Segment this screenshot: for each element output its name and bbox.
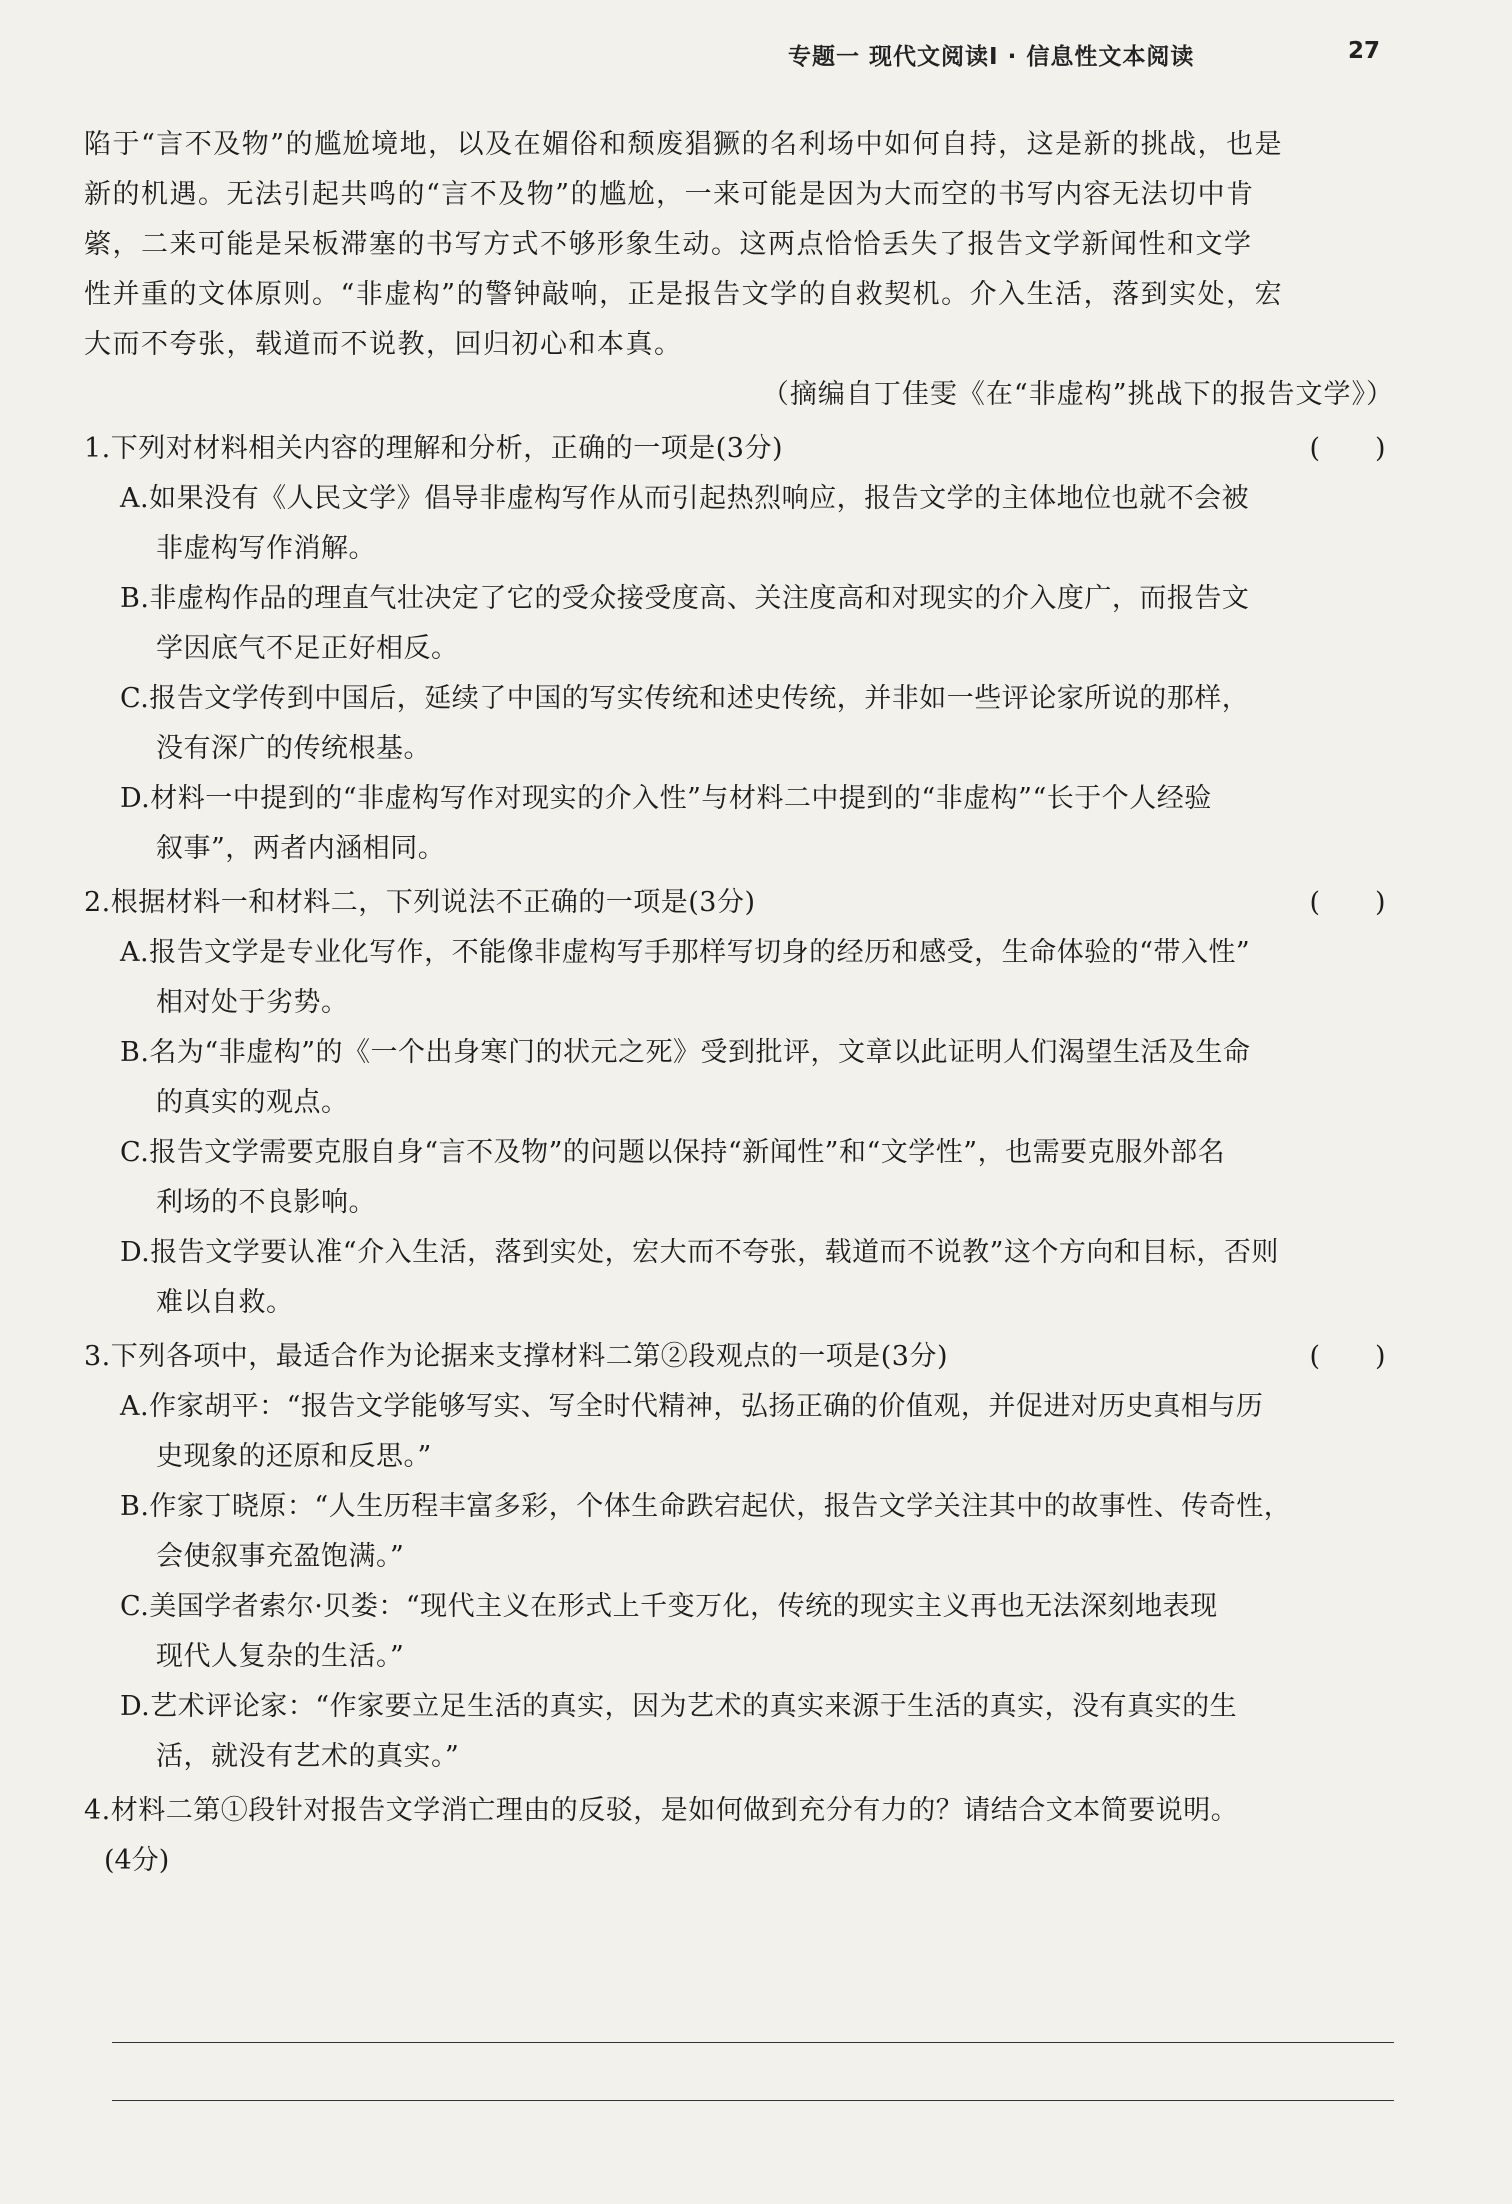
- passage-line: 陷于“言不及物”的尴尬境地，以及在媚俗和颓废猖獗的名利场中如何自持，这是新的挑战，也是: [84, 129, 1284, 160]
- answer-line[interactable]: [112, 2042, 1394, 2043]
- passage-line: 綮，二来可能是呆板滞塞的书写方式不够形象生动。这两点恰恰丢失了报告文学新闻性和文学: [84, 229, 1253, 260]
- option-d[interactable]: D.艺术评论家：“作家要立足生活的真实，因为艺术的真实来源于生活的真实，没有真实的生 活，就没有艺术的真实。”: [120, 1691, 1238, 1772]
- question-2: [84, 878, 1404, 1328]
- question-score: (4分): [104, 1845, 170, 1876]
- answer-blank[interactable]: ( ): [1309, 433, 1386, 464]
- option-d[interactable]: D.报告文学要认准“介入生活，落到实处，宏大而不夸张，载道而不说教”这个方向和目标，否则 难以自救。: [120, 1237, 1279, 1318]
- answer-blank[interactable]: ( ): [1309, 887, 1386, 918]
- option-a[interactable]: A.作家胡平：“报告文学能够写实、写全时代精神，弘扬正确的价值观，并促进对历史真相与历 史现象的还原和反思。”: [120, 1391, 1264, 1472]
- option-b[interactable]: B.名为“非虚构”的《一个出身寒门的状元之死》受到批评，文章以此证明人们渴望生活及生命 的真实的观点。: [120, 1037, 1251, 1118]
- passage-line: 性并重的文体原则。“非虚构”的警钟敲响，正是报告文学的自救契机。介入生活，落到实处，宏: [84, 279, 1284, 310]
- passage-line: 大而不夸张，载道而不说教，回归初心和本真。: [84, 329, 683, 360]
- option-c[interactable]: C.报告文学需要克服自身“言不及物”的问题以保持“新闻性”和“文学性”，也需要克服外部名 利场的不良影响。: [120, 1137, 1226, 1218]
- question-1: [84, 424, 1404, 874]
- question-4: [84, 1786, 1404, 1886]
- option-a[interactable]: A.报告文学是专业化写作，不能像非虚构写手那样写切身的经历和感受，生命体验的“带入性” 相对处于劣势。: [120, 937, 1251, 1018]
- option-b[interactable]: B.非虚构作品的理直气壮决定了它的受众接受度高、关注度高和对现实的介入度广，而报告文 学因底气不足正好相反。: [120, 583, 1250, 664]
- passage-source: （摘编自丁佳雯《在“非虚构”挑战下的报告文学》）: [761, 379, 1394, 410]
- answer-blank[interactable]: ( ): [1309, 1341, 1386, 1372]
- passage-line: 新的机遇。无法引起共鸣的“言不及物”的尴尬，一来可能是因为大而空的书写内容无法切中肯: [84, 179, 1255, 210]
- option-b[interactable]: B.作家丁晓原：“人生历程丰富多彩，个体生命跌宕起伏，报告文学关注其中的故事性、传奇性， 会使叙事充盈饱满。”: [120, 1491, 1292, 1572]
- question-stem: 2.根据材料一和材料二，下列说法不正确的一项是(3分): [84, 887, 756, 918]
- answer-line[interactable]: [112, 2100, 1394, 2101]
- question-stem: 4.材料二第①段针对报告文学消亡理由的反驳，是如何做到充分有力的？请结合文本简要说明。: [84, 1795, 1239, 1826]
- option-c[interactable]: C.报告文学传到中国后，延续了中国的写实传统和述史传统，并非如一些评论家所说的那样， 没有深广的传统根基。: [120, 683, 1250, 764]
- option-a[interactable]: A.如果没有《人民文学》倡导非虚构写作从而引起热烈响应，报告文学的主体地位也就不会被 非虚构写作消解。: [120, 483, 1250, 564]
- passage: [84, 120, 1404, 420]
- option-d[interactable]: D.材料一中提到的“非虚构写作对现实的介入性”与材料二中提到的“非虚构”“长于个人经验 叙事”，两者内涵相同。: [120, 783, 1212, 864]
- question-3: [84, 1332, 1404, 1782]
- page-header: [0, 38, 1512, 78]
- section-title: 专题一 现代文阅读Ⅰ · 信息性文本阅读: [788, 44, 1195, 70]
- page-content: [84, 120, 1404, 1886]
- page-number: 27: [1348, 38, 1381, 64]
- question-stem: 3.下列各项中，最适合作为论据来支撑材料二第②段观点的一项是(3分): [84, 1341, 949, 1372]
- option-c[interactable]: C.美国学者索尔·贝娄：“现代主义在形式上千变万化，传统的现实主义再也无法深刻地表现 现代人复杂的生活。”: [120, 1591, 1218, 1672]
- question-stem: 1.下列对材料相关内容的理解和分析，正确的一项是(3分): [84, 433, 784, 464]
